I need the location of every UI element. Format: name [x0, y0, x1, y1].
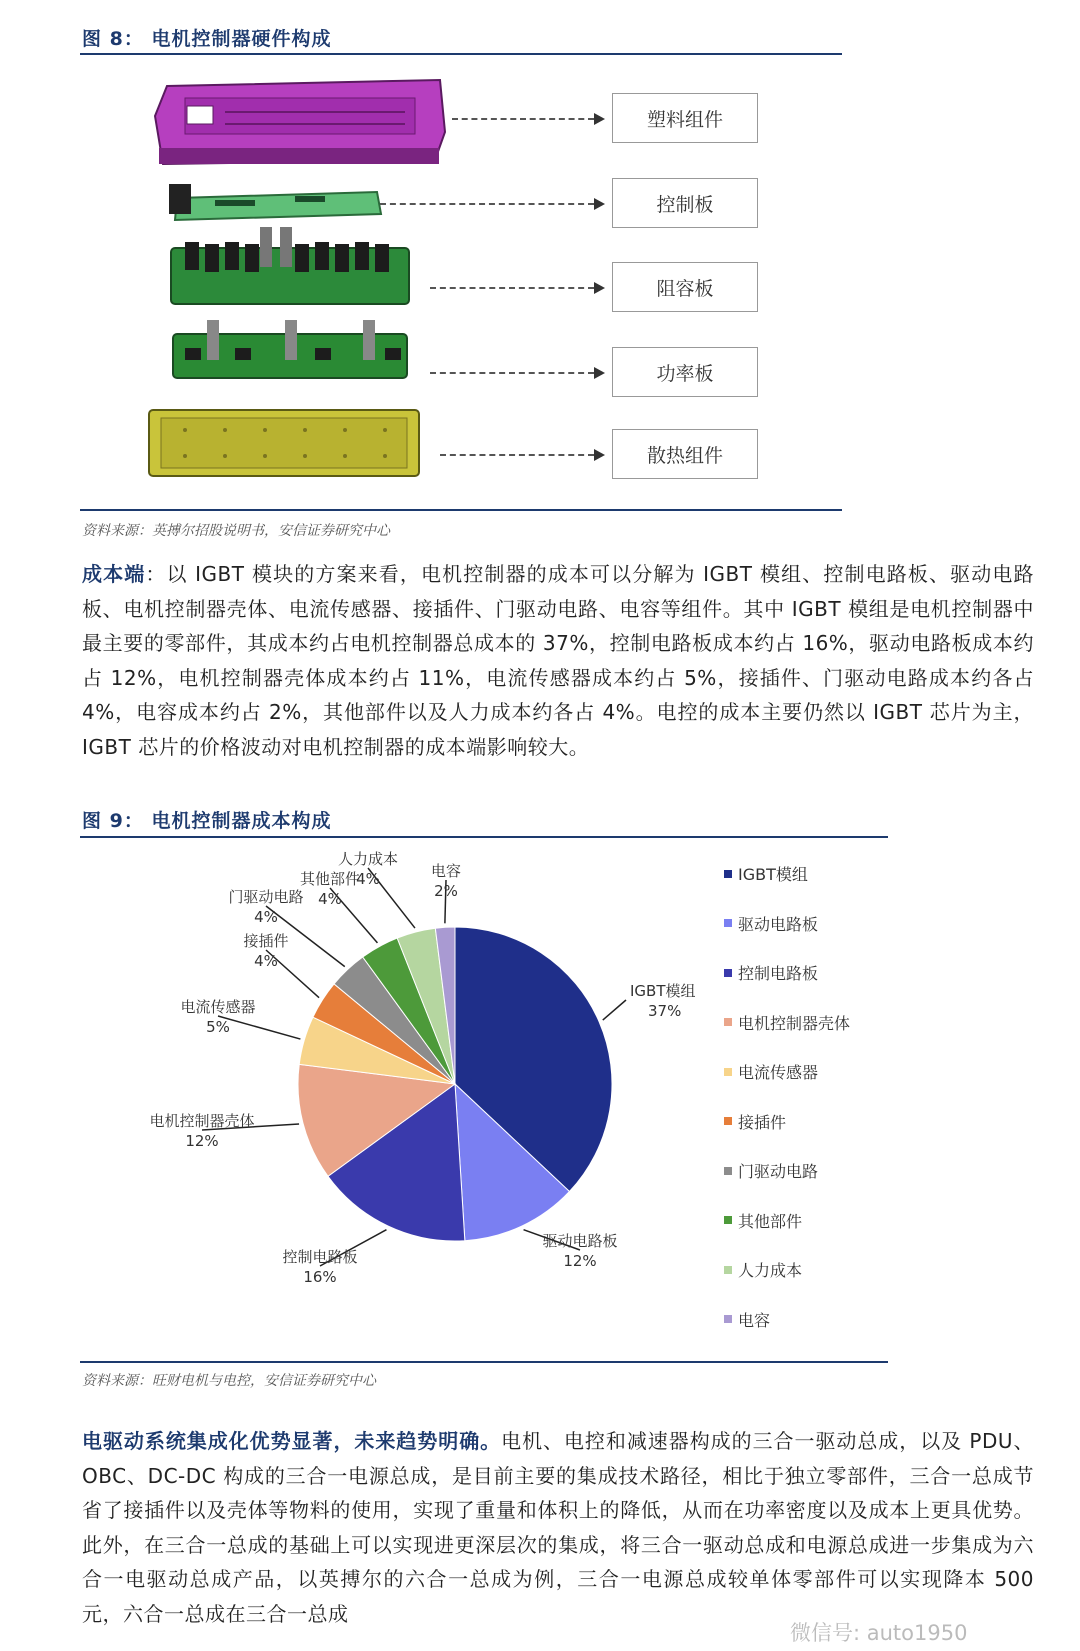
arrowhead-heatsink	[594, 449, 605, 461]
slice-value-label-0: 37%	[648, 1002, 682, 1020]
figure8-top-rule	[80, 53, 842, 55]
label-plastic-component: 塑料组件	[612, 93, 758, 143]
slice-value-label-2: 16%	[303, 1268, 337, 1286]
legend-swatch-2	[724, 969, 732, 977]
power-board-part	[173, 320, 407, 378]
legend-item-1	[724, 912, 818, 935]
legend-item-7	[724, 1209, 802, 1232]
arrow-heatsink	[440, 454, 594, 456]
legend-item-9	[724, 1308, 770, 1331]
slice-value-label-9: 2%	[434, 882, 458, 900]
legend-swatch-3	[724, 1018, 732, 1026]
heat-sink-part	[149, 410, 419, 476]
arrow-plastic	[452, 118, 594, 120]
legend-label-7: 其他部件	[738, 1211, 803, 1231]
cost-paragraph	[82, 557, 1034, 764]
slice-category-label-0: IGBT模组	[630, 982, 696, 1000]
legend-swatch-9	[724, 1315, 732, 1323]
legend-swatch-8	[724, 1266, 732, 1274]
slice-category-label-7: 其他部件	[299, 870, 361, 888]
legend-label-8: 人力成本	[738, 1261, 803, 1280]
integration-paragraph	[82, 1424, 1034, 1631]
legend-swatch-7	[724, 1216, 732, 1224]
hardware-exploded-illustration	[145, 72, 460, 504]
legend-item-5	[724, 1110, 786, 1133]
legend-swatch-0	[724, 870, 732, 878]
arrowhead-power	[594, 367, 605, 379]
figure9-top-rule	[80, 836, 888, 838]
legend-swatch-6	[724, 1167, 732, 1175]
cost-paragraph-text: ：以 IGBT 模块的方案来看，电机控制器的成本可以分解为 IGBT 模组、控制电路板、驱动电路板、电机控制器壳体、电流传感器、接插件、门驱动电路、电容等组件。其中 IGBT 模组是电机控制器中最主要的零部件，其成本约占电机控制器总成本的 37%，控制电路板成本约占 16%，驱动电路板成本约占 12%，电机控制器壳体成本约占 11%，电流传感器成本约占 5%，接插件、门驱动电路成本约各占 4%，电容成本约占 2%，其他部件以及人力成本约各占 4%。电控的成本主要仍然以 IGBT 芯片为主，IGBT 芯片的价格波动对电机控制器的成本端影响较大。	[82, 562, 1034, 759]
label-rc-board: 阻容板	[612, 262, 758, 312]
plastic-cover-part	[155, 80, 445, 164]
legend-label-5: 接插件	[738, 1112, 787, 1132]
figure8-source: 资料来源：英搏尔招股说明书，安信证券研究中心	[82, 523, 390, 539]
leader-line-0	[603, 1000, 626, 1020]
integration-paragraph-text: 电机、电控和减速器构成的三合一驱动总成，以及 PDU、OBC、DC-DC 构成的三合一电源总成，是目前主要的集成技术路径，相比于独立零部件，三合一总成节省了接插件以及壳体等物料的使用，实现了重量和体积上的降低，从而在功率密度以及成本上更具优势。此外，在三合一总成的基础上可以实现进更深层次的集成，将三合一驱动总成和电源总成进一步集成为六合一电驱动总成产品，以英搏尔的六合一总成为例，三合一电源总成较单体零部件可以实现降本 500 元，六合一总成在三合一总成	[82, 1429, 1034, 1626]
legend-item-6	[724, 1159, 818, 1182]
arrow-control	[380, 203, 594, 205]
slice-category-label-3: 电机控制器壳体	[149, 1112, 255, 1130]
slice-category-label-5: 接插件	[243, 932, 289, 950]
slice-category-label-8: 人力成本	[337, 850, 399, 868]
label-control-board: 控制板	[612, 178, 758, 228]
slice-category-label-1: 驱动电路板	[542, 1232, 618, 1250]
leader-line-4	[218, 1016, 300, 1039]
legend-swatch-5	[724, 1117, 732, 1125]
legend-swatch-1	[724, 919, 732, 927]
wechat-watermark: 微信号: auto1950	[790, 1621, 968, 1645]
figure8-bottom-rule	[80, 509, 842, 511]
legend-item-8	[724, 1258, 802, 1281]
control-board-part	[169, 184, 381, 220]
figure9-title: 图 9： 电机控制器成本构成	[82, 810, 332, 832]
slice-category-label-4: 电流传感器	[180, 998, 256, 1016]
figure9-bottom-rule	[80, 1361, 888, 1363]
slice-value-label-7: 4%	[318, 890, 342, 908]
label-power-board: 功率板	[612, 347, 758, 397]
legend-label-6: 门驱动电路	[738, 1162, 819, 1181]
slice-value-label-1: 12%	[563, 1252, 597, 1270]
label-heat-sink: 散热组件	[612, 429, 758, 479]
slice-category-label-6: 门驱动电路	[228, 888, 304, 906]
arrow-power	[430, 372, 594, 374]
legend-swatch-4	[724, 1068, 732, 1076]
legend-item-0	[724, 862, 808, 885]
arrowhead-plastic	[594, 113, 605, 125]
legend-item-4	[724, 1060, 818, 1083]
slice-value-label-4: 5%	[206, 1018, 230, 1036]
slice-value-label-3: 12%	[185, 1132, 219, 1150]
legend-label-1: 驱动电路板	[738, 914, 819, 934]
slice-value-label-8: 4%	[356, 870, 380, 888]
arrowhead-control	[594, 198, 605, 210]
cost-paragraph-lead: 成本端	[82, 562, 146, 586]
slice-category-label-9: 电容	[430, 862, 462, 880]
legend-label-4: 电流传感器	[738, 1063, 819, 1082]
figure9-source: 资料来源：旺财电机与电控，安信证券研究中心	[82, 1373, 376, 1389]
rc-board-part	[171, 227, 409, 304]
legend-label-9: 电容	[738, 1310, 771, 1330]
slice-value-label-6: 4%	[254, 908, 278, 926]
cost-pie-chart	[140, 850, 720, 1340]
figure8-title: 图 8： 电机控制器硬件构成	[82, 28, 332, 50]
legend-label-0: IGBT模组	[738, 865, 808, 884]
legend-item-2	[724, 961, 818, 984]
legend-item-3	[724, 1011, 850, 1034]
arrow-rc	[430, 287, 594, 289]
arrowhead-rc	[594, 282, 605, 294]
slice-value-label-5: 4%	[254, 952, 278, 970]
legend-label-3: 电机控制器壳体	[738, 1013, 851, 1033]
legend-label-2: 控制电路板	[738, 964, 819, 983]
slice-category-label-2: 控制电路板	[282, 1248, 358, 1266]
integration-paragraph-lead: 电驱动系统集成化优势显著，未来趋势明确。	[82, 1429, 502, 1453]
